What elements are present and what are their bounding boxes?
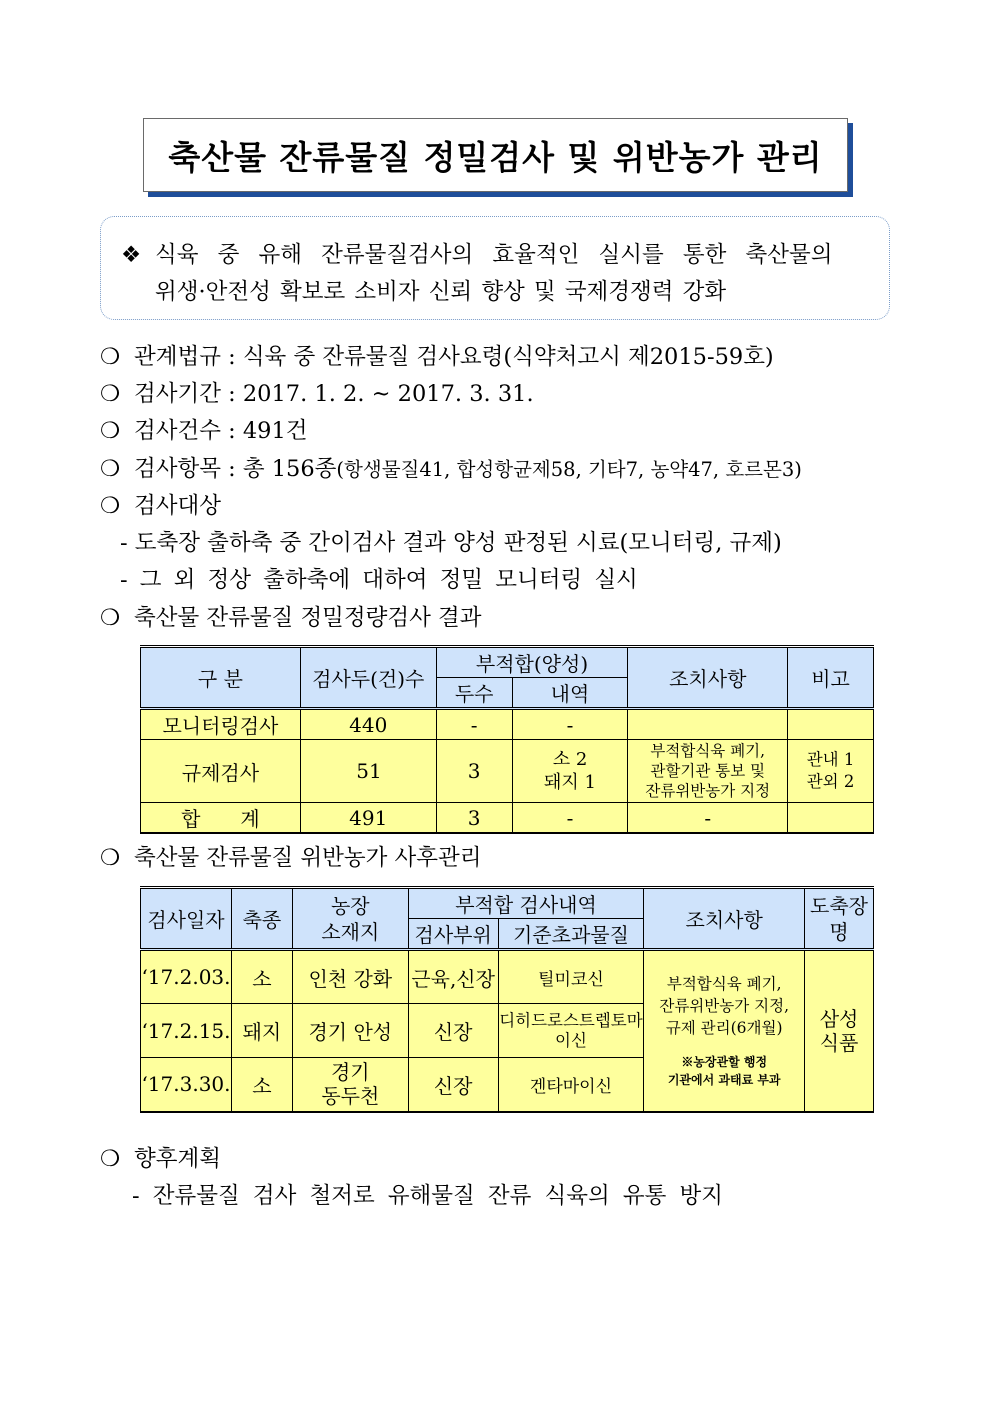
header-date: 검사일자 bbox=[141, 888, 232, 950]
header-fail: 부적합 검사내역 bbox=[408, 888, 644, 919]
header-substance: 기준초과물질 bbox=[498, 919, 644, 950]
header-slaughter-line: 도축장 bbox=[810, 893, 868, 918]
violation-table bbox=[140, 886, 874, 1113]
header-division: 구 분 bbox=[141, 647, 301, 709]
law-text: 관계법규 : 식육 중 잔류물질 검사요령(식약처고시 제2015-59호) bbox=[134, 344, 774, 370]
header-farm bbox=[292, 888, 408, 950]
cell-division: 모니터링검사 bbox=[141, 709, 301, 740]
cell-detail: - bbox=[512, 803, 628, 834]
cell-farm bbox=[292, 1058, 408, 1112]
slaughter-line: 삼성 bbox=[819, 1006, 859, 1031]
law-item bbox=[100, 342, 774, 372]
header-part: 검사부위 bbox=[408, 919, 498, 950]
period-item bbox=[100, 379, 534, 409]
subject-item bbox=[100, 491, 221, 521]
header-species: 축종 bbox=[231, 888, 292, 950]
table-row bbox=[141, 709, 874, 740]
header-action: 조치사항 bbox=[628, 647, 788, 709]
action-line: 잔류위반농가 지정 bbox=[645, 782, 771, 800]
circle-bullet-icon: ❍ bbox=[100, 1146, 121, 1172]
cell-tested: 491 bbox=[300, 803, 436, 834]
header-slaughter-line: 명 bbox=[829, 919, 849, 944]
cell-farm: 경기 안성 bbox=[292, 1004, 408, 1058]
summary-line-2: 위생·안전성 확보로 소비자 신뢰 향상 및 국제경쟁력 강화 bbox=[155, 279, 727, 305]
table-row bbox=[141, 950, 874, 1004]
cell-action: - bbox=[628, 803, 788, 834]
cell-part: 근육,신장 bbox=[408, 950, 498, 1004]
circle-bullet-icon: ❍ bbox=[100, 418, 121, 444]
count-item bbox=[100, 416, 308, 446]
targets-label: 검사항목 : 총 156종 bbox=[134, 456, 337, 482]
header-slaughter bbox=[805, 888, 874, 950]
cell-slaughter bbox=[805, 950, 874, 1112]
cell-species: 돼지 bbox=[231, 1004, 292, 1058]
circle-bullet-icon: ❍ bbox=[100, 456, 121, 482]
detail-line: 돼지 1 bbox=[544, 772, 596, 793]
cell-action bbox=[628, 740, 788, 803]
substance-line: 디히드로스트렙토마 bbox=[499, 1010, 643, 1030]
targets-detail: (항생물질41, 합성항균제58, 기타7, 농약47, 호르몬3) bbox=[336, 458, 802, 481]
cell-note bbox=[788, 740, 874, 803]
cell-species: 소 bbox=[231, 950, 292, 1004]
header-farm-line: 소재지 bbox=[321, 919, 380, 944]
header-detail: 내역 bbox=[512, 678, 628, 709]
cell-detail bbox=[512, 740, 628, 803]
detail-line: 소 2 bbox=[552, 749, 588, 770]
farm-line: 경기 bbox=[330, 1060, 370, 1085]
period-text: 검사기간 : 2017. 1. 2. ~ 2017. 3. 31. bbox=[134, 381, 534, 407]
plan-heading-item bbox=[100, 1144, 221, 1174]
cell-division: 규제검사 bbox=[141, 740, 301, 803]
cell-detail: - bbox=[512, 709, 628, 740]
cell-heads: - bbox=[436, 709, 512, 740]
cell-action bbox=[628, 709, 788, 740]
cell-division: 합 계 bbox=[141, 803, 301, 834]
cell-date: ‘17.2.15. bbox=[141, 1004, 232, 1058]
header-tested: 검사두(건)수 bbox=[300, 647, 436, 709]
cell-date: ‘17.2.03. bbox=[141, 950, 232, 1004]
cell-substance bbox=[498, 1004, 644, 1058]
slaughter-line: 식품 bbox=[819, 1030, 859, 1055]
action-line: 부적합식육 폐기, bbox=[666, 974, 782, 993]
table-row bbox=[141, 803, 874, 834]
result-heading-item bbox=[100, 603, 481, 633]
circle-bullet-icon: ❍ bbox=[100, 605, 121, 631]
substance-line: 이신 bbox=[555, 1030, 587, 1050]
summary-line-1: 식육 중 유해 잔류물질검사의 효율적인 실시를 통한 축산물의 bbox=[155, 242, 833, 268]
farm-line: 동두천 bbox=[321, 1084, 380, 1109]
cell-date: ‘17.3.30. bbox=[141, 1058, 232, 1112]
circle-bullet-icon: ❍ bbox=[100, 344, 121, 370]
document-title-box bbox=[143, 118, 848, 192]
cell-substance: 겐타마이신 bbox=[498, 1058, 644, 1112]
violation-heading-item bbox=[100, 843, 481, 873]
document-title: 축산물 잔류물질 정밀검사 및 위반농가 관리 bbox=[168, 137, 823, 177]
cell-heads: 3 bbox=[436, 803, 512, 834]
violation-heading: 축산물 잔류물질 위반농가 사후관리 bbox=[134, 845, 482, 871]
cell-note bbox=[788, 803, 874, 834]
result-heading: 축산물 잔류물질 정밀정량검사 결과 bbox=[134, 605, 482, 631]
table-row bbox=[141, 740, 874, 803]
cell-heads: 3 bbox=[436, 740, 512, 803]
cell-part: 신장 bbox=[408, 1004, 498, 1058]
header-fail: 부적합(양성) bbox=[436, 647, 628, 678]
subject-line-1: - 도축장 출하축 중 간이검사 결과 양성 판정된 시료(모니터링, 규제) bbox=[120, 530, 782, 556]
note-line: 관내 1 bbox=[806, 750, 855, 769]
cell-part: 신장 bbox=[408, 1058, 498, 1112]
header-action: 조치사항 bbox=[644, 888, 805, 950]
cell-tested: 440 bbox=[300, 709, 436, 740]
cell-species: 소 bbox=[231, 1058, 292, 1112]
circle-bullet-icon: ❍ bbox=[100, 493, 121, 519]
action-note-line: ※농장관할 행정 bbox=[681, 1054, 768, 1069]
cell-farm: 인천 강화 bbox=[292, 950, 408, 1004]
circle-bullet-icon: ❍ bbox=[100, 845, 121, 871]
action-line: 잔류위반농가 지정, bbox=[659, 996, 789, 1015]
subject-text: 검사대상 bbox=[134, 493, 221, 519]
action-line: 규제 관리(6개월) bbox=[665, 1018, 783, 1037]
cell-note bbox=[788, 709, 874, 740]
summary-box bbox=[100, 216, 890, 320]
cell-action bbox=[644, 950, 805, 1112]
note-line: 관외 2 bbox=[806, 772, 855, 791]
circle-bullet-icon: ❍ bbox=[100, 381, 121, 407]
result-table bbox=[140, 645, 874, 834]
subject-line-2: - 그 외 정상 출하축에 대하여 정밀 모니터링 실시 bbox=[120, 567, 638, 593]
header-heads: 두수 bbox=[436, 678, 512, 709]
action-line: 관할기관 통보 및 bbox=[650, 762, 766, 780]
header-farm-line: 농장 bbox=[330, 893, 370, 918]
action-note-line: 기관에서 과태료 부과 bbox=[667, 1072, 781, 1087]
count-text: 검사건수 : 491건 bbox=[134, 418, 308, 444]
header-note: 비고 bbox=[788, 647, 874, 709]
plan-line-1: - 잔류물질 검사 철저로 유해물질 잔류 식육의 유통 방지 bbox=[132, 1183, 723, 1209]
action-line: 부적합식육 폐기, bbox=[650, 742, 766, 760]
plan-heading: 향후계획 bbox=[134, 1146, 221, 1172]
cell-substance: 틸미코신 bbox=[498, 950, 644, 1004]
cell-tested: 51 bbox=[300, 740, 436, 803]
diamond-bullet-icon: ❖ bbox=[121, 242, 142, 268]
targets-item bbox=[100, 454, 802, 484]
